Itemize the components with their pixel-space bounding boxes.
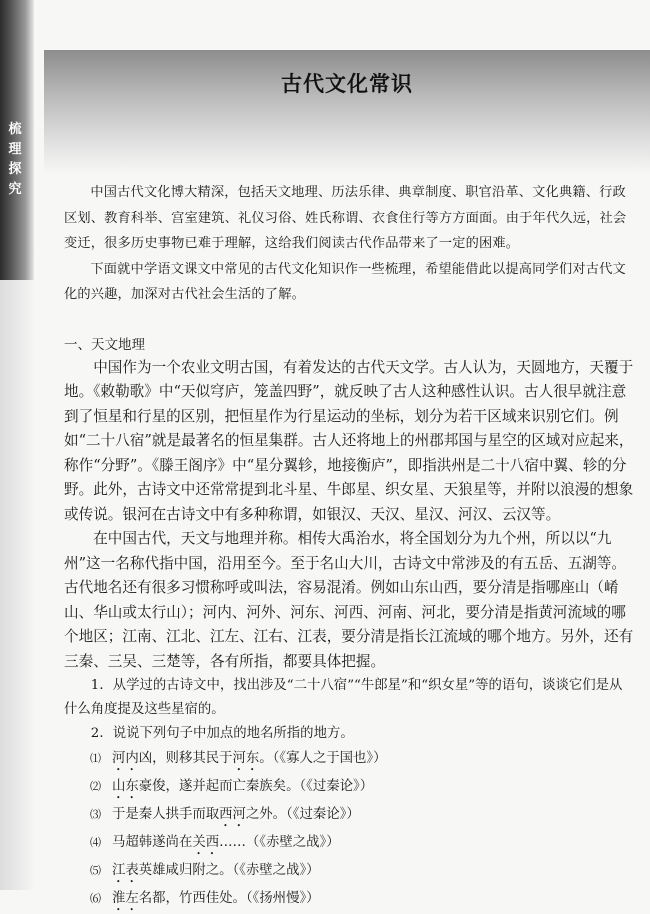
example-sentence xyxy=(64,830,634,858)
example-number: ⑹ xyxy=(90,892,101,905)
section-heading: 一、天文地理 xyxy=(64,336,145,353)
example-text: 。（《寡人之于国也》） xyxy=(259,751,387,766)
example-sentence xyxy=(64,774,634,802)
body-paragraph: 中国作为一个农业文明古国，有着发达的古代天文学。古人认为，天圆地方，天覆于地。《敕勒歌》中“天似穹庐，笼盖四野”，就反映了古人这种感性认识。古人很早就注意到了恒星和行星的区别，把恒星作为行星运动的坐标，划分为若干区域来识别它们。例如“二十八宿”就是最著名的恒星集群。古人还将地上的州郡邦国与星空的区域对应起来，称作“分野”。《滕王阁序》中“星分翼轸，地接衡庐”，即指洪州是二十八宿中翼、轸的分野。此外，古诗文中还常常提到北斗星、牛郎星、织女星、天狼星等，并附以浪漫的想象或传说。银河在古诗文中有多种称谓，如银汉、天汉、星汉、河汉、云汉等。 xyxy=(64,358,634,523)
intro-paragraph: 下面就中学语文课文中常见的古代文化知识作一些梳理，希望能借此以提高同学们对古代文化的兴趣，加深对古代社会生活的了解。 xyxy=(64,261,626,302)
section-tab-char: 梳 xyxy=(8,122,22,137)
example-number: ⑸ xyxy=(90,864,101,877)
section-tab xyxy=(4,120,26,200)
exercise-question: 2．说说下列句子中加点的地名所指的地方。 xyxy=(90,726,354,741)
example-number: ⑶ xyxy=(90,808,101,821)
section-tab-char: 探 xyxy=(8,162,22,177)
example-number: ⑴ xyxy=(90,752,101,765)
example-sentence xyxy=(64,886,634,914)
example-text: 名都，竹西佳处。（《扬州慢》） xyxy=(138,891,320,906)
section-tab-char: 理 xyxy=(8,142,22,157)
example-text: ……（《赤壁之战》） xyxy=(219,835,340,850)
dotted-place-name: 江表 xyxy=(112,863,139,878)
example-text: 之外。（《过秦论》） xyxy=(245,807,360,822)
intro-paragraph: 中国古代文化博大精深，包括天文地理、历法乐律、典章制度、职官沿革、文化典籍、行政区划、教育科举、宫室建筑、礼仪习俗、姓氏称谓、衣食住行等方方面面。由于年代久远，社会变迁，很多历史事物已难于理解，这给我们阅读古代作品带来了一定的困难。 xyxy=(64,185,627,251)
example-text: 凶，则移其民于 xyxy=(138,751,233,766)
example-sentence xyxy=(64,858,634,886)
section-tab-char: 究 xyxy=(8,182,22,197)
dotted-place-name: 河内 xyxy=(112,751,139,766)
example-text: 马超韩遂尚在 xyxy=(112,835,193,850)
example-text: 英雄咸归附之。（《赤壁之战》） xyxy=(138,863,320,878)
example-text: 于是秦人拱手而取 xyxy=(112,807,220,822)
example-sentence xyxy=(64,802,634,830)
page-title: 古代文化常识 xyxy=(281,72,413,96)
section-body xyxy=(64,356,634,675)
dotted-place-name: 河东 xyxy=(232,751,260,766)
main-content xyxy=(64,180,634,914)
example-list xyxy=(64,746,634,914)
dotted-place-name: 淮左 xyxy=(112,891,139,906)
body-paragraph: 在中国古代，天文与地理并称。相传大禹治水，将全国划分为九个州，所以以“九州”这一名称代指中国，沿用至今。至于名山大川，古诗文中常涉及的有五岳、五湖等。古代地名还有很多习惯称呼或叫法，容易混淆。例如山东山西，要分清是指哪座山（崤山、华山或太行山）；河内、河外、河东、河西、河南、河北，要分清是指黄河流域的哪个地区；江南、江北、江左、江右、江表，要分清是指长江流域的哪个地方。另外，还有三秦、三吴、三楚等，各有所指，都要具体把握。 xyxy=(64,530,634,670)
dotted-place-name: 关西 xyxy=(192,835,220,850)
exercise-question: 1．从学过的古诗文中，找出涉及“二十八宿”“牛郎星”和“织女星”等的语句，谈谈它们是从什么角度提及这些星宿的。 xyxy=(64,678,623,717)
example-number: ⑷ xyxy=(90,836,101,849)
dotted-place-name: 西河 xyxy=(219,807,246,822)
example-number: ⑵ xyxy=(90,780,101,793)
example-sentence xyxy=(64,746,634,774)
dotted-place-name: 山东 xyxy=(112,779,139,794)
example-text: 豪俊，遂并起而亡秦族矣。（《过秦论》） xyxy=(138,779,374,794)
